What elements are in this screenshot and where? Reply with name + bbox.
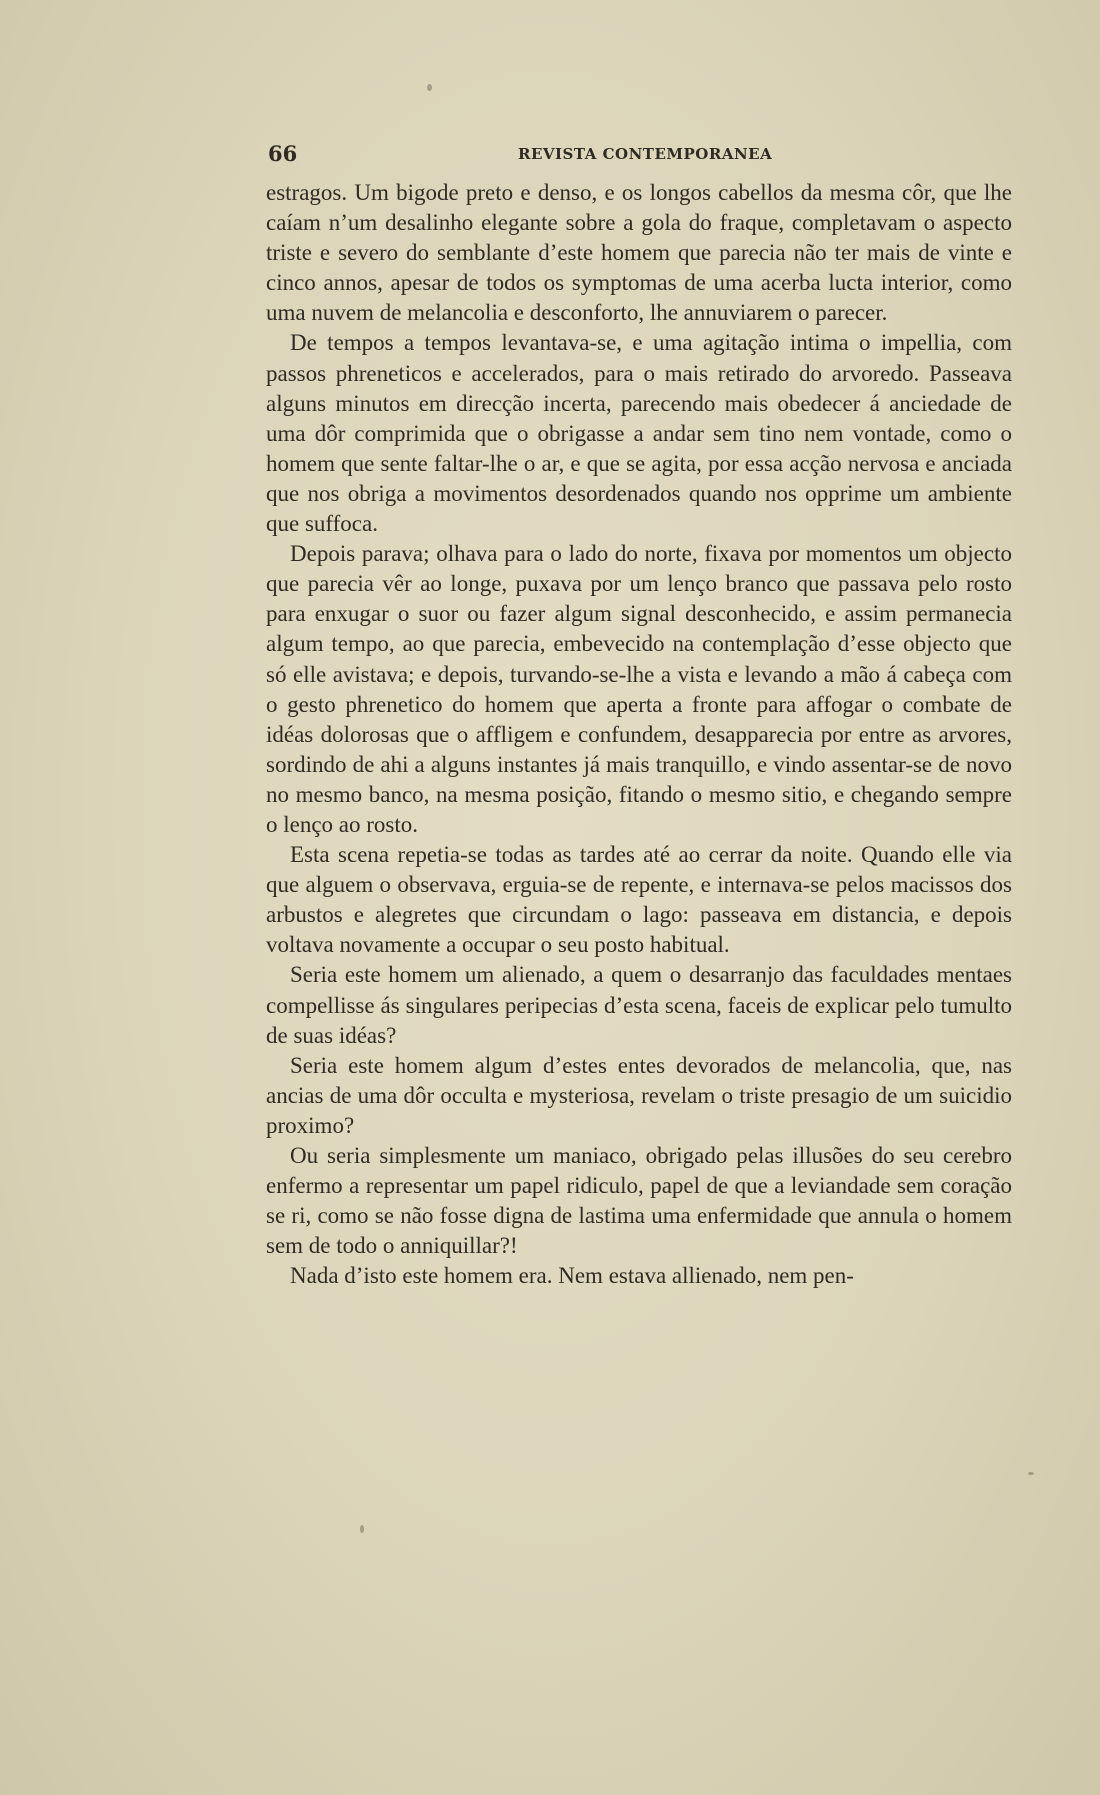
paragraph: Seria este homem algum d’estes entes devorados de melancolia, que, nas ancias de uma dôr occulta e mysteriosa, revelam o triste presagio de um suicidio proximo? bbox=[266, 1052, 1012, 1138]
paper-speck bbox=[1028, 1472, 1034, 1475]
paper-speck bbox=[360, 1525, 364, 1533]
paragraph: estragos. Um bigode preto e denso, e os longos cabellos da mesma côr, que lhe caíam n’um desalinho elegante sobre a gola do fraque, completavam o aspecto triste e severo do semblante d’este homem que parecia não ter mais de vinte e cinco annos, apesar de todos os symptomas de uma acerba lucta interior, como uma nuvem de melancolia e desconforto, lhe annuviarem o parecer. bbox=[266, 180, 1012, 326]
paper-speck bbox=[427, 84, 432, 91]
paragraph: Depois parava; olhava para o lado do norte, fixava por momentos um objecto que parecia vêr ao longe, puxava por um lenço branco que passava pelo rosto para enxugar o suor ou fazer algum signal desconhecido, e assim permanecia algum tempo, ao que parecia, embevecido na contemplação d’esse objecto que só elle avistava; e depois, turvando-se-lhe a vista e levando a mão á cabeça com o gesto phrenetico do homem que aperta a fronte para affogar o combate de idéas dolorosas que o affligem e confundem, desapparecia por entre as arvores, sordindo de ahi a alguns instantes já mais tranquillo, e vindo assentar-se de novo no mesmo banco, na mesma posição, fitando o mesmo sitio, e chegando sempre o lenço ao rosto. bbox=[266, 541, 1012, 837]
page-number: 66 bbox=[268, 141, 298, 166]
running-head: REVISTA CONTEMPORANEA bbox=[518, 145, 773, 163]
paragraph: Esta scena repetia-se todas as tardes até ao cerrar da noite. Quando elle via que alguem o observava, erguia-se de repente, e internava-se pelos macissos dos arbustos e alegretes que circundam o lago: passeava em distancia, e depois voltava novamente a occupar o seu posto habitual. bbox=[266, 842, 1012, 958]
paragraph: De tempos a tempos levantava-se, e uma agitação intima o impellia, com passos phreneticos e accelerados, para o mais retirado do arvoredo. Passeava alguns minutos em direcção incerta, parecendo mais obedecer á anciedade de uma dôr comprimida que o obrigasse a andar sem tino nem vontade, como o homem que sente faltar-lhe o ar, e que se agita, por essa acção nervosa e anciada que nos obriga a movimentos desordenados quando nos opprime um ambiente que suffoca. bbox=[266, 330, 1012, 537]
page-header bbox=[268, 141, 1068, 167]
body-text bbox=[266, 178, 1012, 1291]
paragraph: Ou seria simplesmente um maniaco, obrigado pelas illusões do seu cerebro enfermo a representar um papel ridiculo, papel de que a leviandade sem coração se ri, como se não fosse digna de lastima uma enfermidade que annula o homem sem de todo o anniquillar?! bbox=[266, 1143, 1012, 1259]
paragraph: Seria este homem um alienado, a quem o desarranjo das faculdades mentaes compellisse ás singulares peripecias d’esta scena, faceis de explicar pelo tumulto de suas idéas? bbox=[266, 962, 1012, 1048]
paragraph: Nada d’isto este homem era. Nem estava allienado, nem pen- bbox=[290, 1263, 854, 1289]
